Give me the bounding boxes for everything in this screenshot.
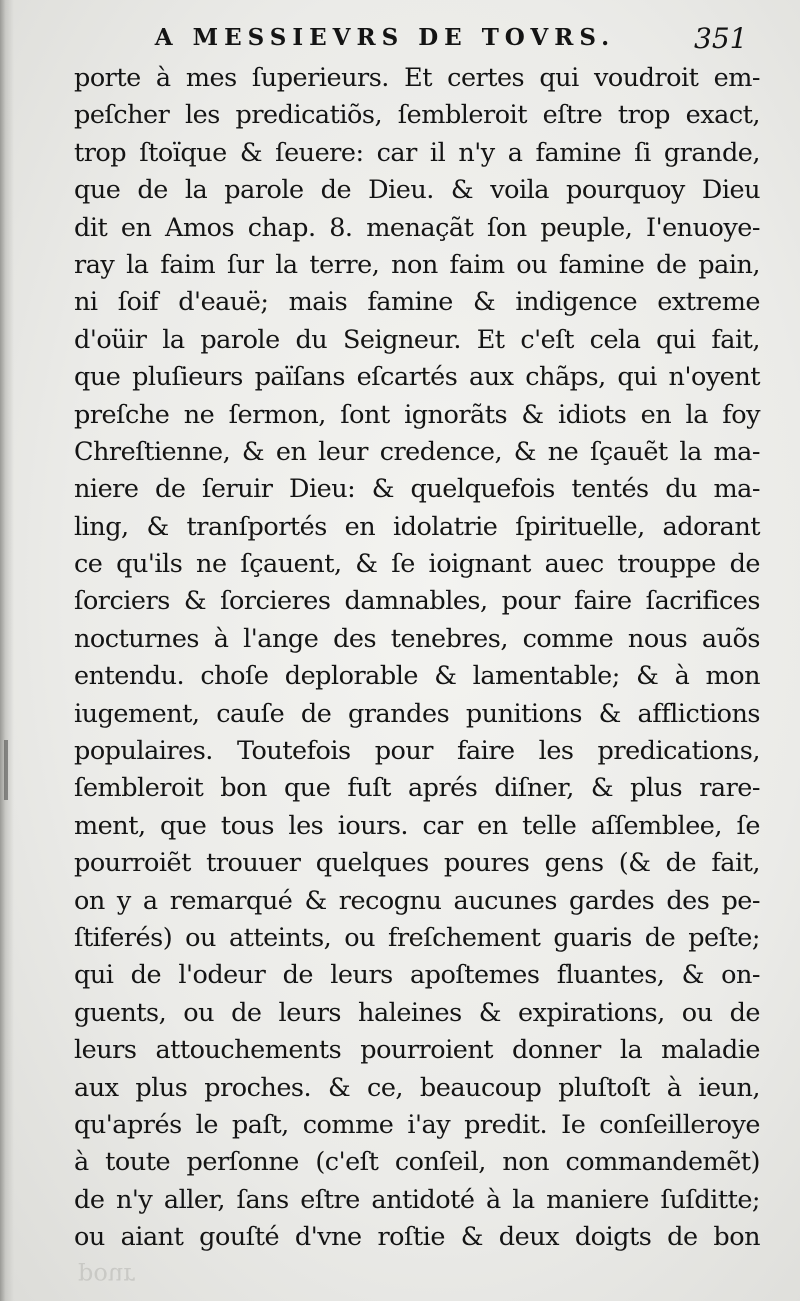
text-line: ray la faim ſur la terre, non faim ou famine de pain,	[74, 249, 760, 280]
text-line: on y a remarqué & recognu aucunes gardes des pe-	[74, 885, 760, 916]
text-line: leurs attouchements pourroient donner la maladie	[74, 1035, 760, 1066]
text-line: guents, ou de leurs haleines & expirations, ou de	[74, 997, 760, 1028]
text-line: d'oüir la parole du Seigneur. Et c'eſt cela qui fait,	[74, 324, 760, 355]
text-line: que pluſieurs païſans eſcartés aux chãps, qui n'oyent	[74, 362, 760, 393]
text-line: ſorciers & ſorcieres damnables, pour faire ſacrifices	[74, 586, 760, 617]
bleed-through-text: pour	[78, 1262, 135, 1290]
text-line: Chreſtienne, & en leur credence, & ne ſçauẽt la ma-	[74, 436, 760, 467]
text-line: ling, & tranſportés en idolatrie ſpirituelle, adorant	[74, 511, 760, 542]
margin-mark	[4, 740, 8, 800]
text-line: entendu. choſe deplorable & lamentable; & à mon	[74, 661, 760, 692]
text-line: ni ſoif d'eauë; mais famine & indigence extreme	[74, 287, 760, 318]
text-line: que de la parole de Dieu. & voila pourquoy Dieu	[74, 175, 760, 206]
text-line: preſche ne ſermon, ſont ignorãts & idiots en la foy	[74, 399, 760, 430]
text-line: populaires. Toutefois pour faire les predications,	[74, 736, 760, 767]
text-line: ment, que tous les iours. car en telle aſſemblee, ſe	[74, 810, 760, 841]
text-line: iugement, cauſe de grandes punitions & afflictions	[74, 698, 760, 729]
text-line: nocturnes à l'ange des tenebres, comme nous auõs	[74, 623, 760, 654]
text-line: qu'aprés le paſt, comme i'ay predit. Ie conſeilleroye	[74, 1109, 760, 1140]
text-line: trop ſtoïque & ſeuere: car il n'y a famine ſi grande,	[74, 137, 760, 168]
text-line: ou aiant gouſté d'vne roſtie & deux doigts de bon	[74, 1222, 760, 1253]
text-line: pourroiẽt trouuer quelques poures gens (& de fait,	[74, 848, 760, 879]
text-line: aux plus proches. & ce, beaucoup pluſtoſt à ieun,	[74, 1072, 760, 1103]
text-line: ſembleroit bon que fuſt aprés diſner, & plus rare-	[74, 773, 760, 804]
page-number: 351	[694, 22, 748, 55]
page-gutter-shadow	[0, 0, 14, 1301]
text-line: ce qu'ils ne ſçauent, & ſe ioignant auec trouppe de	[74, 549, 760, 580]
text-line: qui de l'odeur de leurs apoſtemes fluantes, & on-	[74, 960, 760, 991]
running-head: A MESSIEVRS DE TOVRS.	[154, 24, 616, 51]
text-line: de n'y aller, ſans eſtre antidoté à la maniere ſuſditte;	[74, 1184, 760, 1215]
text-line: ſtiferés) ou atteints, ou freſchement guaris de peſte;	[74, 922, 760, 953]
text-line: peſcher les predicatiõs, ſembleroit eſtre trop exact,	[74, 100, 760, 131]
text-line: à toute perſonne (c'eſt conſeil, non commandemẽt)	[74, 1147, 760, 1178]
text-body	[74, 60, 760, 1257]
text-line: dit en Amos chap. 8. menaçãt ſon peuple, I'enuoye-	[74, 212, 760, 243]
text-line: niere de ſeruir Dieu: & quelquefois tentés du ma-	[74, 474, 760, 505]
text-line: porte à mes ſuperieurs. Et certes qui voudroit em-	[74, 63, 760, 93]
